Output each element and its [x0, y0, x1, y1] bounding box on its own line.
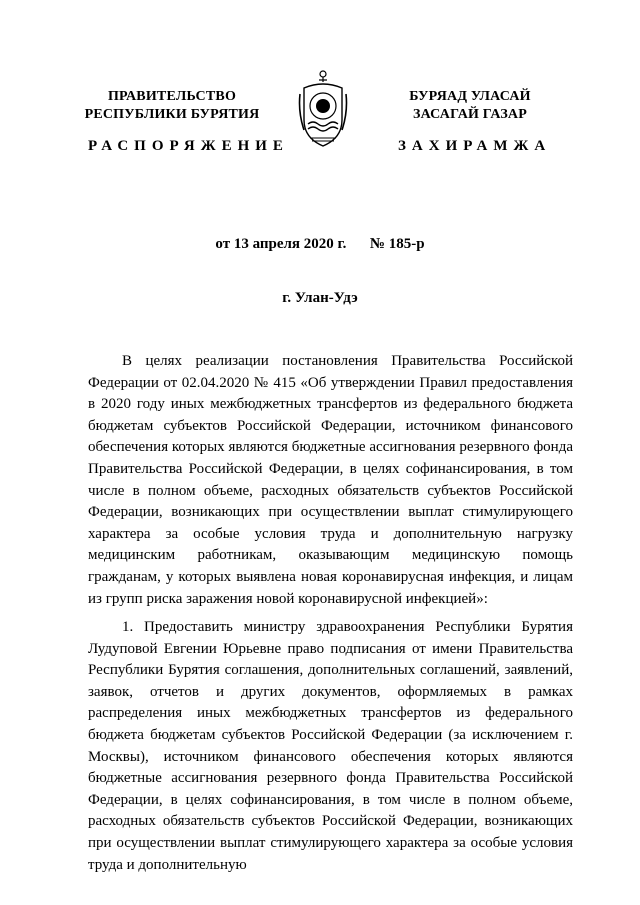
government-title-buryat-line2: ЗАСАГАЙ ГАЗАР: [412, 107, 527, 122]
paragraph-text: 1. Предоставить министру здравоохранения Республики Бурятия Лудуповой Евгении Юрьевне право подписания от имени Правительства Республики Бурятия соглашения, дополнительных соглашений, заявлений, заявок, отчетов и других документов, оформляемых в рамках распределения иных межбюджетных трансфертов из федерального бюджета бюджетам субъектов Российской Федерации (за исключением г. Москвы), источником финансового обеспечения которых являются бюджетные ассигнования резервного фонда Правительства Российской Федерации, в целях софинансирования, в том числе в полном объеме, расходных обязательств субъектов Российской Федерации, возникающих при осуществлении выплат стимулирующего характера за особые условия труда и дополнительную: [88, 619, 573, 873]
body-paragraph-2: [88, 617, 573, 876]
document-date: от 13 апреля 2020 г.: [215, 236, 347, 252]
document-number: № 185-р: [369, 236, 425, 252]
government-title-buryat-line1: БУРЯАД УЛАСАЙ: [409, 89, 531, 104]
decree-type-buryat: ЗАХИРАМЖА: [398, 138, 552, 154]
date-number-line: [0, 236, 640, 253]
government-title-line2: РЕСПУБЛИКИ БУРЯТИЯ: [84, 107, 260, 122]
header-left: [62, 88, 282, 124]
paragraph-text: В целях реализации постановления Правительства Российской Федерации от 02.04.2020 № 415 «Об утверждении Правил предоставления в 2020 году иных межбюджетных трансфертов из федерального бюджета бюджетам субъектов Российской Федерации, источником финансового обеспечения которых являются бюджетные ассигнования резервного фонда Правительства Российской Федерации, в целях софинансирования, в том числе в полном объеме, расходных обязательств субъектов Российской Федерации, возникающих при осуществлении выплат стимулирующего характера за особые условия труда и дополнительную нагрузку медицинским работникам, оказывающим медицинскую помощь гражданам, у которых выявлена новая коронавирусная инфекция, и лицам из групп риска заражения новой коронавирусной инфекцией»:: [88, 353, 573, 607]
document-city: г. Улан-Удэ: [282, 290, 358, 306]
coat-of-arms-buryatia-icon: [296, 68, 350, 152]
decree-type-russian: РАСПОРЯЖЕНИЕ: [88, 138, 289, 154]
government-title-line1: ПРАВИТЕЛЬСТВО: [107, 89, 237, 104]
body-paragraph-1: [88, 351, 573, 610]
header-right: [360, 88, 580, 124]
